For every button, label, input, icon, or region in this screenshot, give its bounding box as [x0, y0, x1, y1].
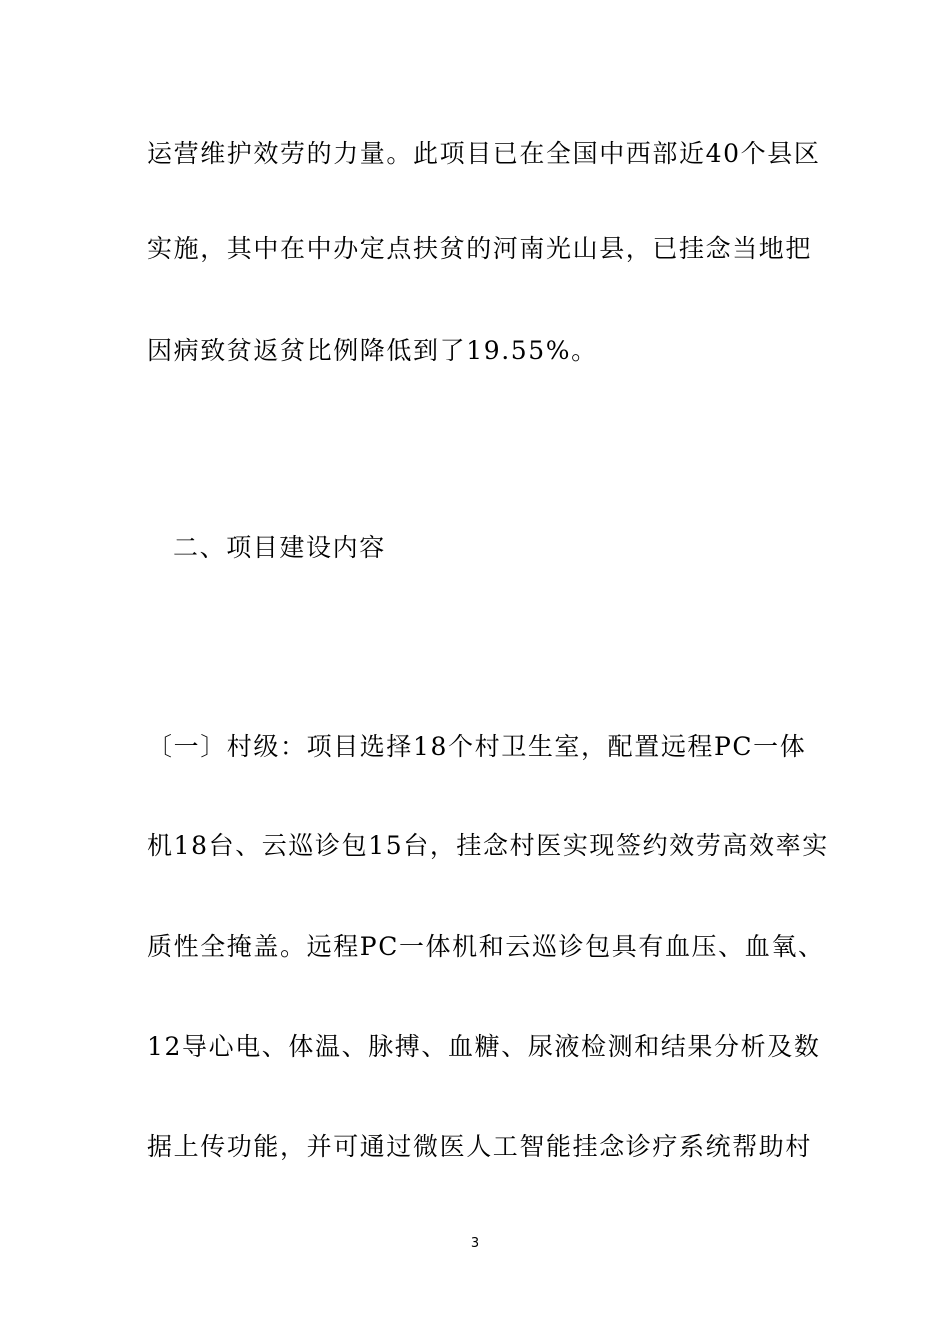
- paragraph-2-line-2: 机18台、云巡诊包15台，挂念村医实现签约效劳高效率实: [147, 831, 829, 860]
- section-heading: 二、项目建设内容: [173, 533, 386, 562]
- page-number: 3: [470, 1236, 480, 1251]
- paragraph-2-line-3: 质性全掩盖。远程PC一体机和云巡诊包具有血压、血氧、: [147, 932, 825, 961]
- paragraph-2-line-1: 〔一〕村级：项目选择18个村卫生室，配置远程PC一体: [147, 732, 807, 761]
- paragraph-1-line-1: 运营维护效劳的力量。此项目已在全国中西部近40个县区: [147, 139, 821, 168]
- paragraph-2-line-5: 据上传功能，并可通过微医人工智能挂念诊疗系统帮助村: [147, 1132, 813, 1161]
- paragraph-1-line-2: 实施，其中在中办定点扶贫的河南光山县，已挂念当地把: [147, 234, 813, 263]
- paragraph-1-line-3: 因病致贫返贫比例降低到了19.55%。: [147, 336, 598, 365]
- paragraph-2-line-4: 12导心电、体温、脉搏、血糖、尿液检测和结果分析及数: [147, 1032, 821, 1061]
